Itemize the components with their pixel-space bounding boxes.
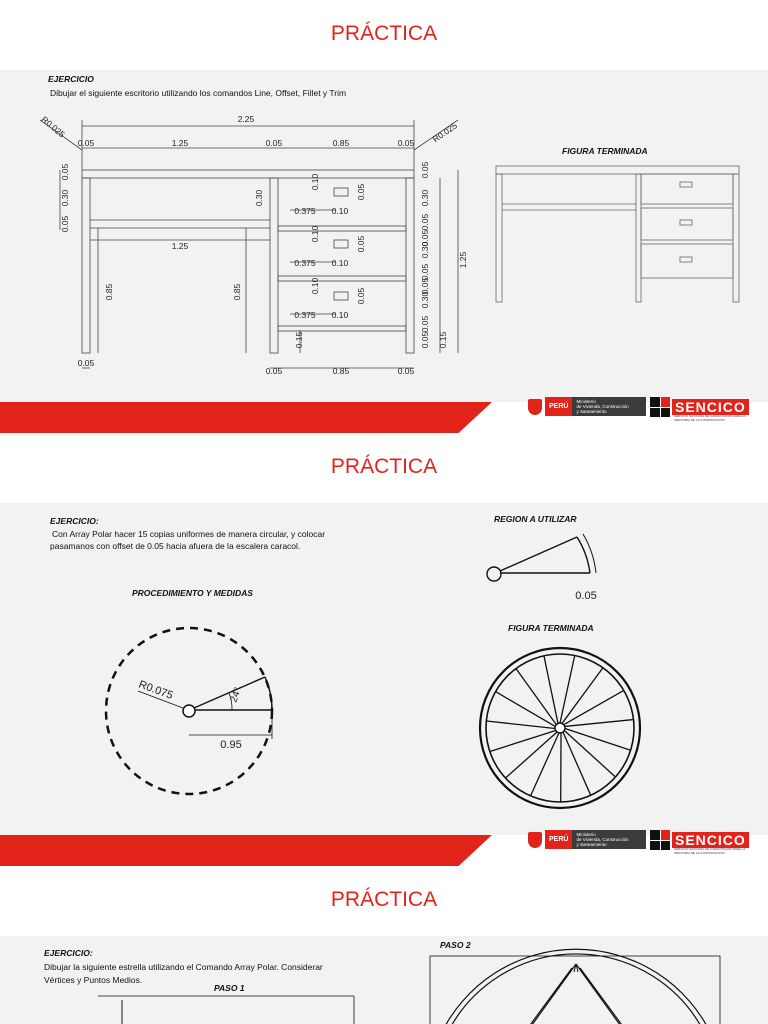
- ministry-label: Ministerio de Vivienda, Construcción y Saneamiento: [572, 830, 646, 849]
- dim-left-height: 0.85: [104, 283, 114, 301]
- exercise-label: EJERCICIO:: [50, 516, 99, 526]
- dim-bottom-left: 0.05: [77, 358, 95, 368]
- dim-radius-left: R0.025: [39, 114, 67, 140]
- dim-right-top: 0.05: [420, 161, 430, 179]
- dim-left-top: 0.05: [60, 163, 70, 181]
- finished-figure-label: FIGURA TERMINADA: [508, 623, 594, 633]
- length-dim: 0.95: [220, 739, 242, 751]
- exercise-label: EJERCICIO:: [44, 948, 93, 958]
- dim-top-shelf: 0.30: [254, 189, 264, 207]
- exercise-label: EJERCICIO: [48, 74, 94, 84]
- dim-top-span-left: 1.25: [171, 138, 189, 148]
- peru-label: PERÚ: [545, 397, 572, 416]
- stair-step-line: [565, 720, 634, 727]
- exercise-text-1: Dibujar la siguiente estrella utilizando el Comando Array Polar. Considerar: [44, 962, 323, 972]
- dim-drawer-3-gap: 0.05: [356, 287, 366, 305]
- slide-3: [0, 866, 768, 1024]
- dim-radius-right: R0.025: [430, 120, 459, 145]
- stair-step-line: [564, 690, 624, 724]
- sencico-mark-icon: [650, 830, 670, 850]
- step-2-label: PASO 2: [440, 940, 471, 950]
- slide-title: PRÁCTICA: [330, 888, 438, 911]
- footer-band: [0, 402, 492, 433]
- stair-step-line: [516, 669, 556, 725]
- stair-drawings: [0, 503, 768, 843]
- radius-dim: R0.075: [136, 678, 175, 702]
- stair-step-line: [490, 731, 556, 752]
- footer-logos: [528, 397, 758, 421]
- dim-drawer-1-offset: 0.375: [294, 206, 316, 216]
- peru-label: PERÚ: [545, 830, 572, 849]
- dim-mid-height: 0.85: [232, 283, 242, 301]
- dim-drawer-1-h: 0.10: [310, 173, 320, 191]
- dim-left-gap: 0.05: [60, 215, 70, 233]
- sencico-mark-icon: [650, 397, 670, 417]
- dim-top-left: 0.05: [77, 138, 95, 148]
- sencico-logo: SENCICO SERVICIO NACIONAL DE CAPACITACIÓN PARA LA INDUSTRIA DE LA CONSTRUCCIÓN: [650, 830, 749, 850]
- exercise-text-2: Vértices y Puntos Medios.: [44, 975, 143, 985]
- region-label: REGION A UTILIZAR: [494, 514, 577, 524]
- dim-drawer-1-gap: 0.05: [356, 183, 366, 201]
- dim-drawer-2-h: 0.10: [310, 225, 320, 243]
- dim-drawer-3-offset: 0.375: [294, 310, 316, 320]
- dim-bottom-span: 0.85: [332, 366, 350, 376]
- dim-top-right: 0.05: [397, 138, 415, 148]
- dim-inner-span: 1.25: [171, 241, 189, 251]
- finished-desk: [496, 166, 739, 302]
- shield-icon: [528, 832, 542, 848]
- peru-logo: [528, 397, 646, 416]
- slide-1: [0, 0, 768, 433]
- spiral-stair-finished: [480, 648, 640, 808]
- desk-drawing: [0, 100, 768, 410]
- dim-drawer-2-offset: 0.375: [294, 258, 316, 268]
- exercise-text-2: pasamanos con offset de 0.05 hacia afuera de la escalera caracol.: [50, 541, 301, 551]
- exercise-text-1: Con Array Polar hacer 15 copias uniformes de manera circular, y colocar: [52, 529, 326, 539]
- dim-right-drawer-2: 0.30: [420, 241, 430, 259]
- stair-step-line: [486, 721, 555, 729]
- dim-right-leg: 0.15: [438, 331, 448, 349]
- dim-total-height: 1.25: [458, 251, 468, 269]
- dim-total-width: 2.25: [237, 114, 255, 124]
- dim-drawer-2-gap: 0.05: [356, 235, 366, 253]
- dim-top-mid: 0.05: [265, 138, 283, 148]
- stair-step-line: [496, 692, 556, 727]
- dim-drawer-2-height: 0.10: [331, 258, 349, 268]
- dim-drawer-3-h: 0.10: [310, 277, 320, 295]
- stair-step-line: [562, 668, 603, 724]
- dim-left-shelf: 0.30: [60, 189, 70, 207]
- dim-drawer-3-height: 0.10: [331, 310, 349, 320]
- finished-figure-label: FIGURA TERMINADA: [562, 146, 648, 156]
- ministry-label: Ministerio de Vivienda, Construcción y Saneamiento: [572, 397, 646, 416]
- footer-band: [0, 835, 492, 866]
- dim-right-gap-3: 0.05: [420, 263, 430, 281]
- dim-bottom-mid: 0.05: [265, 366, 283, 376]
- shield-icon: [528, 399, 542, 415]
- slide-2: [0, 433, 768, 866]
- dim-right-drawer-3: 0.30: [420, 291, 430, 309]
- procedure-label: PROCEDIMIENTO Y MEDIDAS: [132, 588, 253, 598]
- dim-right-drawer-1: 0.30: [420, 189, 430, 207]
- dim-right-gap-4: 0.05: [420, 277, 430, 295]
- dim-right-gap-2: 0.05: [420, 229, 430, 247]
- angle-dim: 24°: [228, 686, 244, 705]
- region-offset-dim: 0.05: [575, 590, 597, 602]
- dim-right-gap-1: 0.05: [420, 213, 430, 231]
- region-sector: [487, 534, 596, 581]
- procedure-circle: [106, 628, 272, 794]
- dim-drawer-1-height: 0.10: [331, 206, 349, 216]
- slide-title: PRÁCTICA: [330, 455, 438, 478]
- stair-step-line: [560, 655, 575, 723]
- sencico-logo: SENCICO SERVICIO NACIONAL DE CAPACITACIÓN PARA LA INDUSTRIA DE LA CONSTRUCCIÓN: [650, 397, 749, 417]
- stair-step-line: [544, 656, 558, 724]
- slide-title: PRÁCTICA: [330, 22, 438, 45]
- step-1-label: PASO 1: [214, 983, 245, 993]
- peru-logo: [528, 830, 646, 849]
- dim-right-gap-5: 0.05: [420, 315, 430, 333]
- dim-top-span-right: 0.85: [332, 138, 350, 148]
- dim-right-gap-6: 0.05: [420, 331, 430, 349]
- footer-logos: [528, 830, 758, 854]
- dim-mid-leg: 0.15: [294, 331, 304, 349]
- dim-bottom-right: 0.05: [397, 366, 415, 376]
- exercise-text: Dibujar el siguiente escritorio utilizando los comandos Line, Offset, Fillet y Trim: [50, 88, 347, 98]
- star-drawings: [0, 936, 768, 1024]
